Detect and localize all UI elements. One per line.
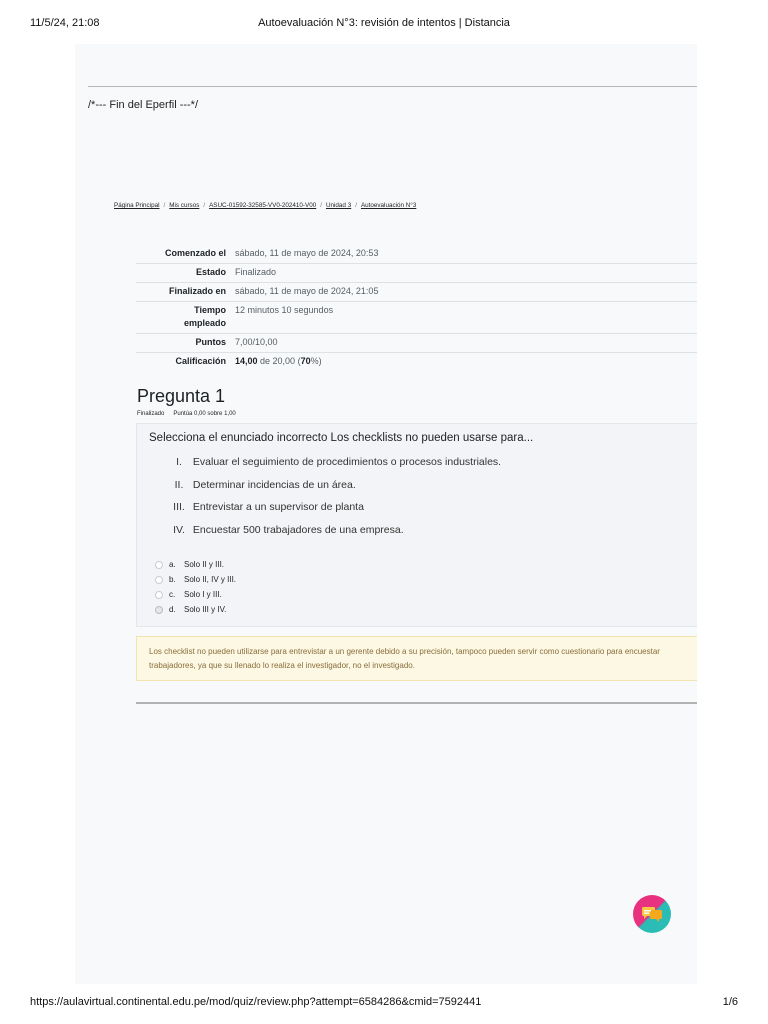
breadcrumb: Página Principal / Mis cursos / ASUC-01592-32585-VV0-202410-V00 / Unidad 3 / Autoevaluación N°3 bbox=[114, 202, 417, 209]
answer-option-a[interactable]: a. Solo II y III. bbox=[155, 557, 236, 572]
question-text: Selecciona el enunciado incorrecto Los checklists no pueden usarse para... bbox=[149, 432, 534, 444]
feedback-box bbox=[136, 636, 697, 681]
breadcrumb-my-courses[interactable]: Mis cursos bbox=[169, 202, 200, 209]
print-header bbox=[30, 17, 738, 31]
chat-bubbles-icon bbox=[633, 895, 671, 933]
answer-option-b[interactable]: b. Solo II, IV y III. bbox=[155, 572, 236, 587]
breadcrumb-quiz[interactable]: Autoevaluación N°3 bbox=[360, 202, 417, 209]
summary-row-points: Puntos 7,00/10,00 bbox=[136, 333, 697, 352]
print-url: https://aulavirtual.continental.edu.pe/mod/quiz/review.php?attempt=6584286&cmid=7592441 bbox=[30, 996, 482, 1008]
radio-button[interactable] bbox=[155, 561, 163, 569]
radio-button[interactable] bbox=[155, 591, 163, 599]
chat-button[interactable] bbox=[633, 895, 671, 933]
top-divider bbox=[88, 86, 697, 87]
answer-options bbox=[155, 557, 236, 617]
question-score: Puntúa 0,00 sobre 1,00 bbox=[173, 411, 236, 417]
breadcrumb-home[interactable]: Página Principal bbox=[114, 202, 160, 209]
statement-item: III. Entrevistar a un supervisor de planta bbox=[173, 501, 364, 513]
feedback-text: Los checklist no pueden utilizarse para entrevistar a un gerente debido a su precisión, tampoco pueden servir como cuestionario para encuestar trabajadores, ya que su llenado lo realiza el investigador, no el investigado. bbox=[149, 647, 660, 670]
breadcrumb-unit[interactable]: Unidad 3 bbox=[325, 202, 352, 209]
summary-row-state: Estado Finalizado bbox=[136, 263, 697, 282]
print-page-number: 1/6 bbox=[722, 996, 738, 1008]
bottom-divider bbox=[136, 702, 697, 704]
question-meta bbox=[137, 411, 236, 417]
answer-option-d[interactable]: d. Solo III y IV. bbox=[155, 602, 236, 617]
statement-item: II. Determinar incidencias de un área. bbox=[174, 479, 356, 491]
summary-row-started: Comenzado el sábado, 11 de mayo de 2024, 20:53 bbox=[164, 248, 379, 258]
print-title: Autoevaluación N°3: revisión de intentos | Distancia bbox=[258, 17, 510, 29]
radio-button[interactable] bbox=[155, 576, 163, 584]
statement-item: IV. Encuestar 500 trabajadores de una empresa. bbox=[173, 524, 404, 536]
answer-option-c[interactable]: c. Solo I y III. bbox=[155, 587, 236, 602]
radio-button-selected[interactable] bbox=[155, 606, 163, 614]
summary-row-grade: Calificación 14,00 de 20,00 (70%) bbox=[136, 352, 697, 371]
attempt-summary-table bbox=[136, 245, 697, 371]
question-title: Pregunta 1 bbox=[137, 386, 226, 406]
print-date: 11/5/24, 21:08 bbox=[30, 17, 100, 29]
summary-row-finished: Finalizado en sábado, 11 de mayo de 2024, 21:05 bbox=[136, 282, 697, 301]
question-status: Finalizado bbox=[137, 411, 165, 417]
summary-row-time: Tiempo empleado 12 minutos 10 segundos bbox=[136, 301, 697, 333]
question-content-box bbox=[136, 423, 697, 627]
css-comment-text: /*--- Fin del Eperfil ---*/ bbox=[88, 99, 199, 111]
print-footer bbox=[30, 996, 738, 1010]
statement-item: I. Evaluar el seguimiento de procedimientos o procesos industriales. bbox=[176, 456, 502, 468]
breadcrumb-course[interactable]: ASUC-01592-32585-VV0-202410-V00 bbox=[209, 202, 317, 209]
